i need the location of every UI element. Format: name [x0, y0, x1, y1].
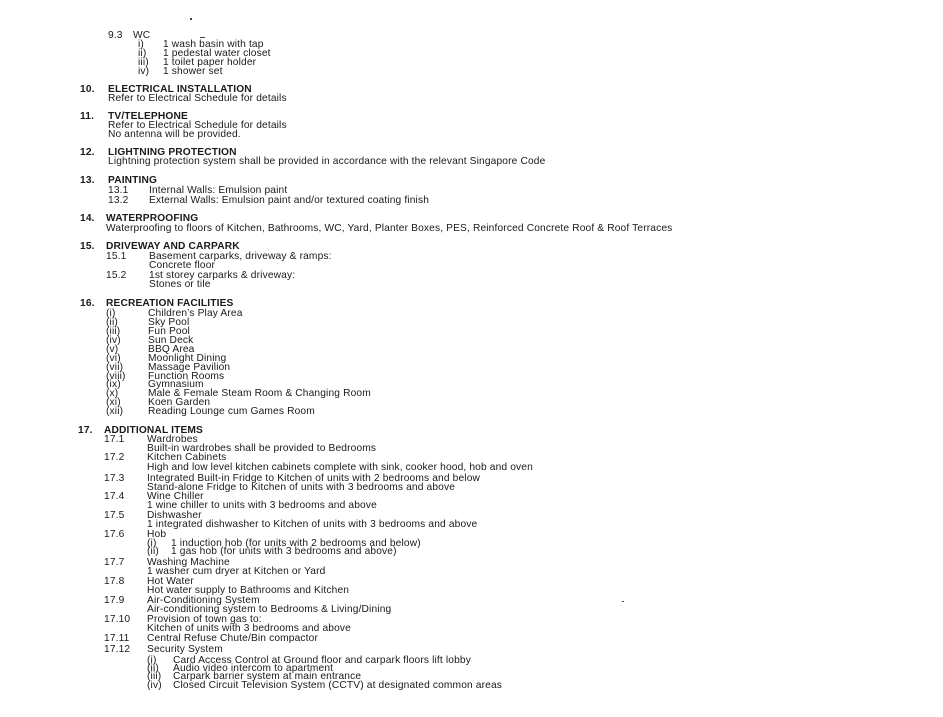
sub-item-num: (ii): [147, 546, 159, 557]
list-item-num: 17.10: [104, 614, 131, 625]
list-item: Hob: [147, 529, 167, 540]
list-item-num: 17.2: [104, 452, 125, 463]
list-item-num: 17.5: [104, 510, 125, 521]
list-item: External Walls: Emulsion paint and/or textured coating finish: [149, 195, 430, 206]
list-item: Fun Pool: [148, 326, 190, 337]
list-item-detail: Air-conditioning system to Bedrooms & Living/Dining: [147, 604, 392, 615]
list-item: Kitchen Cabinets: [147, 452, 227, 463]
sub-item-num: (iv): [147, 680, 162, 691]
list-item-num: (vi): [106, 353, 121, 364]
sub-item: Carpark barrier system at main entrance: [173, 671, 362, 682]
section-text: No antenna will be provided.: [108, 129, 241, 140]
list-item-detail: Hot water supply to Bathrooms and Kitchen: [147, 585, 350, 596]
list-item: Moonlight Dining: [148, 353, 227, 364]
list-item: Koen Garden: [148, 397, 211, 408]
list-item-detail: 1 washer cum dryer at Kitchen or Yard: [147, 566, 326, 577]
list-item-num: 13.2: [108, 195, 129, 206]
list-item-num: iii): [138, 57, 149, 68]
list-item: Air-Conditioning System: [147, 595, 260, 606]
list-item: BBQ Area: [148, 344, 195, 355]
list-item: Wardrobes: [147, 434, 198, 445]
list-item-num: (iv): [106, 335, 121, 346]
list-item-num: (vii): [106, 362, 124, 373]
list-item-num: ii): [138, 48, 147, 59]
list-item-num: (viii): [106, 371, 126, 382]
list-item: Gymnasium: [148, 379, 204, 390]
sub-item: Closed Circuit Television System (CCTV) at designated common areas: [173, 680, 503, 691]
section-number: 11.: [80, 111, 95, 122]
section-number: 10.: [80, 84, 95, 95]
list-item-num: (xi): [106, 397, 121, 408]
list-item-num: 15.2: [106, 270, 127, 281]
list-item-num: 17.6: [104, 529, 125, 540]
sub-item-num: (ii): [147, 663, 159, 674]
section-number: 12.: [80, 147, 95, 158]
wc-title: WC: [133, 30, 151, 41]
list-item-detail: 1 wine chiller to units with 3 bedrooms and above: [147, 500, 377, 511]
list-item-num: i): [138, 39, 144, 50]
section-heading: ELECTRICAL INSTALLATION: [108, 84, 252, 95]
list-item-detail: Stand-alone Fridge to Kitchen of units with 3 bedrooms and above: [147, 482, 456, 493]
section-heading: ADDITIONAL ITEMS: [104, 425, 203, 436]
sub-item: 1 gas hob (for units with 3 bedrooms and above): [171, 546, 397, 557]
list-item-detail: High and low level kitchen cabinets complete with sink, cooker hood, hob and oven: [147, 462, 533, 473]
list-item: 1 pedestal water closet: [163, 48, 271, 59]
sub-item: 1 induction hob (for units with 2 bedrooms and below): [171, 538, 421, 549]
list-item-num: 17.9: [104, 595, 125, 606]
list-item: Reading Lounge cum Games Room: [148, 406, 315, 417]
sub-item-num: (i): [147, 655, 157, 666]
list-item: Hot Water: [147, 576, 194, 587]
list-item-detail: Kitchen of units with 3 bedrooms and above: [147, 623, 351, 634]
section-number: 17.: [78, 425, 93, 436]
list-item: 1st storey carparks & driveway:: [149, 270, 296, 281]
list-item: Sun Deck: [148, 335, 194, 346]
list-item: Central Refuse Chute/Bin compactor: [147, 633, 319, 644]
list-item-num: 17.1: [104, 434, 125, 445]
list-item-num: 15.1: [106, 251, 127, 262]
section-heading: RECREATION FACILITIES: [106, 298, 234, 309]
section-number: 16.: [80, 298, 95, 309]
list-item-num: 17.12: [104, 644, 131, 655]
list-item-num: iv): [138, 66, 150, 77]
section-text: Waterproofing to floors of Kitchen, Bathrooms, WC, Yard, Planter Boxes, PES, Reinforced Concrete Roof & Roof Terraces: [106, 223, 673, 234]
list-item-detail: Built-in wardrobes shall be provided to Bedrooms: [147, 443, 377, 454]
list-item: Dishwasher: [147, 510, 202, 521]
list-item-num: 17.11: [104, 633, 130, 644]
list-item: Integrated Built-in Fridge to Kitchen of units with 2 bedrooms and below: [147, 473, 481, 484]
list-item: Washing Machine: [147, 557, 230, 568]
list-item: Basement carparks, driveway & ramps:: [149, 251, 332, 262]
list-item-detail: 1 integrated dishwasher to Kitchen of units with 3 bedrooms and above: [147, 519, 478, 530]
section-heading: DRIVEWAY AND CARPARK: [106, 241, 240, 252]
section-text: Lightning protection system shall be provided in accordance with the relevant Singapore Code: [108, 156, 546, 167]
list-item: Children’s Play Area: [148, 308, 243, 319]
sub-item: Audio video intercom to apartment: [173, 663, 334, 674]
section-heading: WATERPROOFING: [106, 213, 199, 224]
sub-item-num: (i): [147, 538, 157, 549]
list-item: Security System: [147, 644, 223, 655]
section-heading: PAINTING: [108, 175, 158, 186]
wc-number: 9.3: [108, 30, 123, 41]
list-item-num: (ix): [106, 379, 121, 390]
section-number: 14.: [80, 213, 95, 224]
section-number: 15.: [80, 241, 95, 252]
list-item: 1 wash basin with tap: [163, 39, 264, 50]
list-item: Wine Chiller: [147, 491, 204, 502]
sub-item-num: (iii): [147, 671, 162, 682]
list-item: Massage Pavilion: [148, 362, 231, 373]
list-item-num: (i): [106, 308, 116, 319]
section-text: Refer to Electrical Schedule for details: [108, 120, 287, 131]
list-item-num: (ii): [106, 317, 118, 328]
sub-item: Card Access Control at Ground floor and carpark floors lift lobby: [173, 655, 471, 666]
list-item: 1 shower set: [163, 66, 223, 77]
list-item: Function Rooms: [148, 371, 225, 382]
list-item: Provision of town gas to:: [147, 614, 262, 625]
section-heading: LIGHTNING PROTECTION: [108, 147, 237, 158]
list-item-num: (xii): [106, 406, 124, 417]
list-item-num: 17.8: [104, 576, 125, 587]
list-item-num: 17.7: [104, 557, 125, 568]
section-number: 13.: [80, 175, 95, 186]
list-item-num: (iii): [106, 326, 121, 337]
list-item-num: 17.4: [104, 491, 125, 502]
list-item-num: (x): [106, 388, 119, 399]
scan-speck: [200, 37, 205, 38]
list-item: Sky Pool: [148, 317, 190, 328]
section-heading: TV/TELEPHONE: [108, 111, 188, 122]
list-item-num: (v): [106, 344, 119, 355]
list-item: Internal Walls: Emulsion paint: [149, 185, 288, 196]
list-item-num: 17.3: [104, 473, 125, 484]
scan-speck: [622, 601, 624, 602]
list-item-sub: Concrete floor: [149, 260, 216, 271]
list-item: 1 toilet paper holder: [163, 57, 257, 68]
list-item: Male & Female Steam Room & Changing Room: [148, 388, 371, 399]
section-text: Refer to Electrical Schedule for details: [108, 93, 287, 104]
list-item-sub: Stones or tile: [149, 279, 211, 290]
scan-speck: [190, 18, 192, 20]
list-item-num: 13.1: [108, 185, 129, 196]
